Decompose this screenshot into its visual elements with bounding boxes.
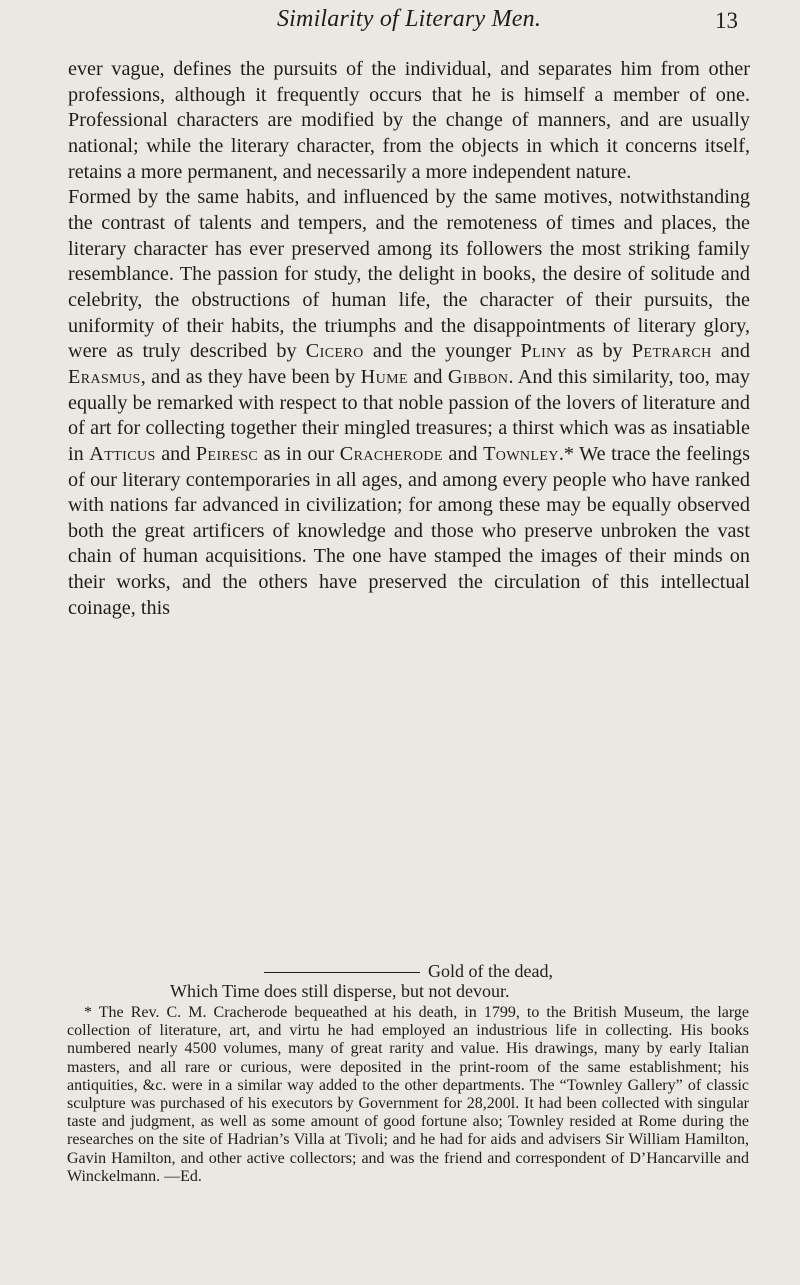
paragraph-2-text-f: and [407, 365, 448, 388]
quote-line-1-text: Gold of the dead, [428, 961, 553, 981]
name-peiresc: Peiresc [195, 442, 259, 465]
name-gibbon: Gibbon [447, 365, 509, 388]
verse-quote [68, 961, 750, 1001]
paragraph-2-text-b: and the younger [363, 340, 521, 363]
quote-line-2: Which Time does still disperse, but not devour. [170, 981, 510, 1001]
name-cicero: Cicero [305, 340, 364, 363]
page-header [68, 6, 750, 38]
footnote-text: * The Rev. C. M. Cracherode bequeathed at his death, in 1799, to the British Museum, the large collection of literature, art, and virtu he had employed an industrious life in collecting. His books numbered nearly 4500 volumes, many of great rarity and value. His drawings, many by early Italian masters, and all rare or curious, were deposited in the print-room of the same establishment; his antiquities, &c. were in a similar way added to the other departments. The “Townley Gallery” of classic sculpture was purchased of his executors by Government for 28,200l. It had been collected with singular taste and judgment, as well as some amount of good fortune also; Townley resided at Rome during the researches on the site of Hadrian’s Villa at Tivoli; and he had for aids and advisers Sir William Hamilton, Gavin Hamilton, and other active collectors; and was the friend and correspondent of D’Hancarville and Winckelmann. —Ed. [67, 1004, 749, 1185]
paragraph-2-text-i: as in our [258, 442, 340, 465]
name-petrarch: Petrarch [631, 340, 712, 363]
quote-line-1 [68, 961, 750, 981]
paragraph-2-text-a: Formed by the same habits, and influenced by the same motives, notwithstanding the contrast of talents and tempers, and the remoteness of times and places, the literary character has ever preserved among its followers the most striking family resemblance. The passion for study, the delight in books, the desire of solitude and celebrity, the obstructions of human life, the character of their pursuits, the uniformity of their habits, the triumphs and the disappointments of literary glory, were as truly described by [68, 186, 750, 363]
paragraph-2-text-e: , and as they have been by [140, 365, 361, 388]
paragraph-2-text-g: . And this similarity, too, may equally be remarked with respect to that noble passion of the lovers of literature and of art for collecting together their mingled treasures; a thirst which was as insatiable in [68, 365, 750, 465]
paragraph-2-text-h: and [155, 442, 196, 465]
name-erasmus: Erasmus [68, 365, 141, 388]
paragraph-2-text-c: as by [567, 340, 632, 363]
footnote [67, 1004, 749, 1186]
running-title: Similarity of Literary Men. [276, 6, 542, 32]
paragraph-2-text-j: and [442, 442, 484, 465]
paragraph-2-text-d: and [711, 340, 750, 363]
name-townley: Townley [483, 442, 559, 465]
name-hume: Hume [360, 365, 408, 388]
paragraph-2 [68, 185, 750, 621]
paragraph-2-text-k: .* We trace the feelings of our literary contemporaries in all ages, and among every people who have ranked with nations far advanced in civilization; for among these may be equally observed both the great artificers of knowledge and those who preserve unbroken the vast chain of human acquisitions. The one have stamped the images of their minds on their works, and the others have preserved the circulation of this intellectual coinage, this [68, 442, 751, 619]
main-text [68, 57, 750, 621]
page-number: 13 [715, 8, 738, 33]
name-pliny: Pliny [520, 340, 568, 363]
paragraph-1: ever vague, defines the pursuits of the individual, and separates him from other professions, although it frequently occurs that he is himself a member of one. Professional characters are modified by the change of manners, and are usually national; while the literary character, from the objects in which it concerns itself, retains a more permanent, and necessarily a more independent nature. [68, 58, 750, 183]
name-atticus: Atticus [89, 442, 156, 465]
name-cracherode: Cracherode [339, 442, 443, 465]
